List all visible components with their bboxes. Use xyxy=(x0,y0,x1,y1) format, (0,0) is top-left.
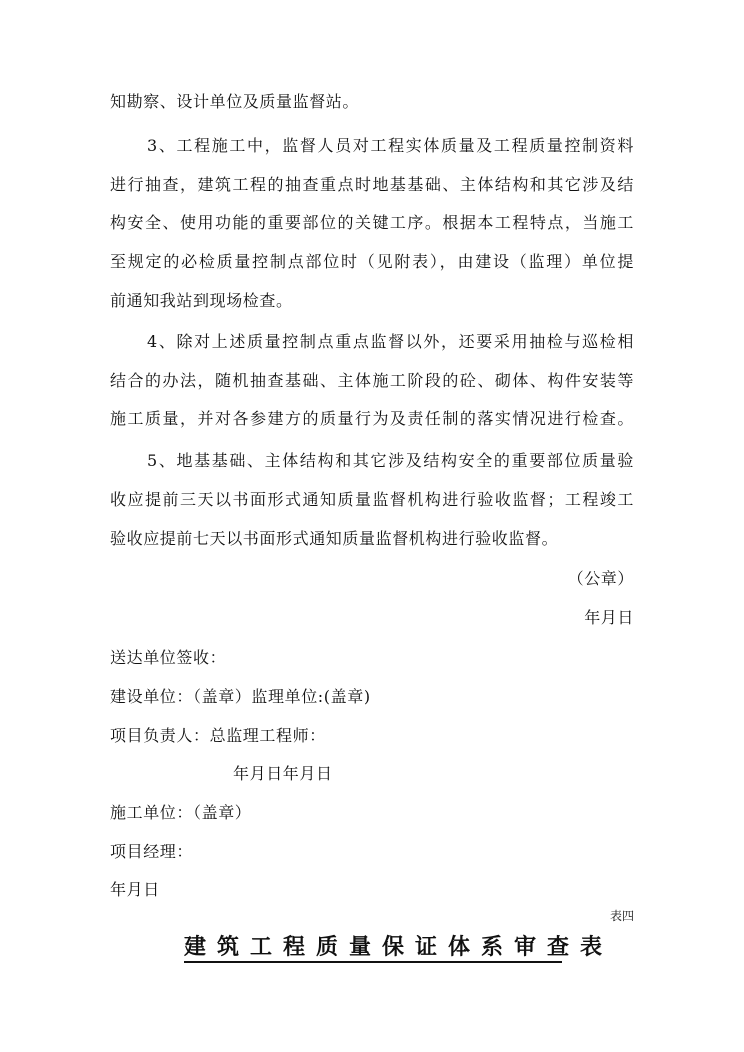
paragraph-5-line-3: 验收应提前七天以书面形式通知质量监督机构进行验收监督。 xyxy=(110,529,559,548)
project-leader-line: 项目负责人：总监理工程师： xyxy=(110,726,326,745)
paragraph-3-line-5: 前通知我站到现场检查。 xyxy=(110,291,293,310)
project-manager-line: 项目经理： xyxy=(110,842,194,861)
paragraph-3-line-2: 进行抽查，建筑工程的抽查重点时地基基础、主体结构和其它涉及结 xyxy=(110,175,634,194)
document-title: 建筑工程质量保证体系审查表 xyxy=(184,934,614,960)
paragraph-3-line-3: 构安全、使用功能的重要部位的关键工序。根据本工程特点，当施工 xyxy=(110,213,634,232)
receipt-label: 送达单位签收： xyxy=(110,648,227,667)
paragraph-4-line-1: 4、除对上述质量控制点重点监督以外，还要采用抽检与巡检相 xyxy=(147,332,634,351)
receipt-dates-line: 年月日年月日 xyxy=(233,764,333,783)
paragraph-3-line-4: 至规定的必检质量控制点部位时（见附表），由建设（监理）单位提 xyxy=(110,252,634,271)
paragraph-5-line-1: 5、地基基础、主体结构和其它涉及结构安全的重要部位质量验 xyxy=(147,451,634,470)
paragraph-5-line-2: 收应提前三天以书面形式通知质量监督机构进行验收监督；工程竣工 xyxy=(110,490,634,509)
paragraph-intro-line: 知勘察、设计单位及质量监督站。 xyxy=(110,92,360,111)
official-seal-label: （公章） xyxy=(567,569,634,588)
signature-date: 年月日 xyxy=(584,608,634,627)
construction-supervision-seal-line: 建设单位：（盖章）监理单位:(盖章) xyxy=(110,687,371,706)
title-underline xyxy=(184,961,562,963)
paragraph-4-line-2: 结合的办法，随机抽查基础、主体施工阶段的砼、砌体、构件安装等 xyxy=(110,371,634,390)
table-number-label: 表四 xyxy=(609,909,634,923)
paragraph-4-line-3: 施工质量，并对各参建方的质量行为及责任制的落实情况进行检查。 xyxy=(110,409,634,428)
receipt-date-line: 年月日 xyxy=(110,880,160,899)
paragraph-3-line-1: 3、工程施工中，监督人员对工程实体质量及工程质量控制资料 xyxy=(147,136,634,155)
contractor-seal-line: 施工单位：（盖章） xyxy=(110,803,252,822)
